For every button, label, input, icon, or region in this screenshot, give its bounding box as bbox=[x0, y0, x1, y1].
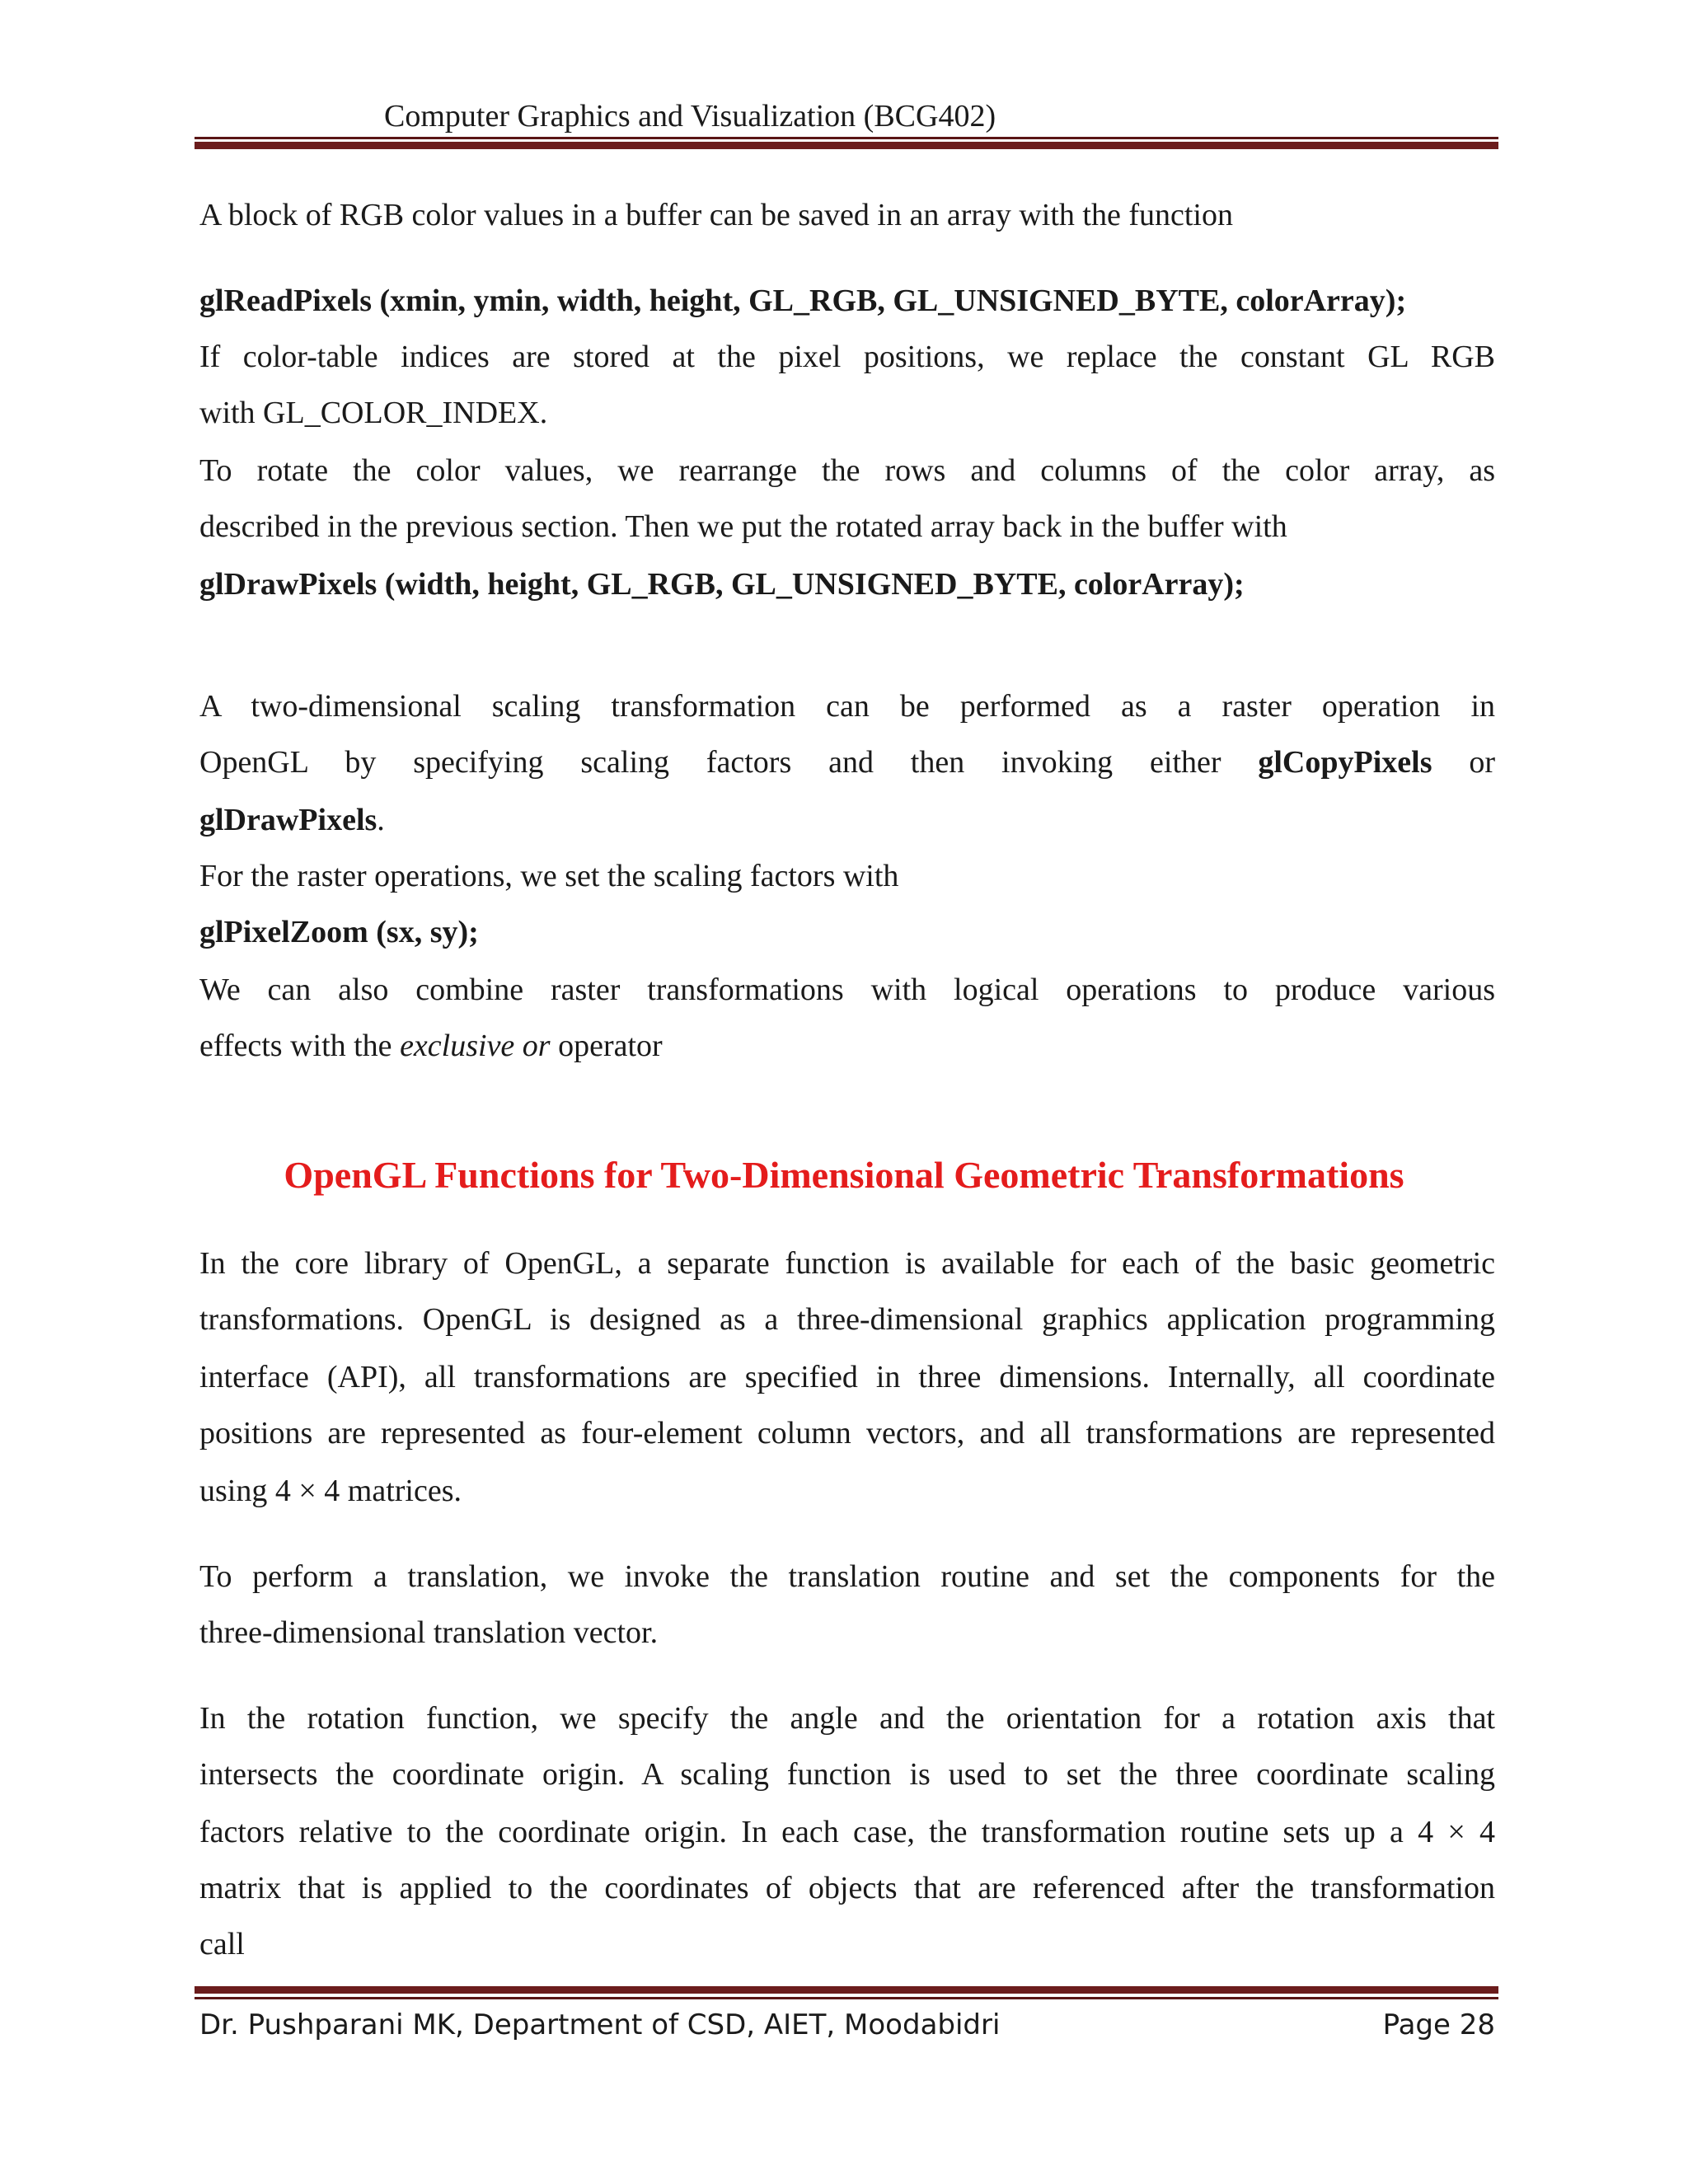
text-span: OpenGL by specifying scaling factors and then invoking either bbox=[199, 745, 1221, 780]
function-name-gldrawpixels: glDrawPixels bbox=[199, 803, 377, 837]
paragraph-line: matrix that is applied to the coordinates of objects that are referenced after the transformation bbox=[199, 1871, 1495, 1905]
text-span: or bbox=[1469, 745, 1495, 780]
function-name-glcopypixels: glCopyPixels bbox=[1258, 745, 1432, 780]
section-heading: OpenGL Functions for Two-Dimensional Geometric Transformations bbox=[284, 1154, 1404, 1196]
footer-rule-thin bbox=[195, 1997, 1498, 1999]
text-span: effects with the bbox=[199, 1029, 401, 1063]
paragraph-line: To rotate the color values, we rearrange the rows and columns of the color array, as bbox=[199, 453, 1495, 488]
paragraph-line: using 4 × 4 matrices. bbox=[199, 1474, 462, 1508]
paragraph-line bbox=[199, 743, 1495, 781]
paragraph-line: For the raster operations, we set the scaling factors with bbox=[199, 859, 899, 893]
code-glpixelzoom: glPixelZoom (sx, sy); bbox=[199, 915, 479, 949]
paragraph-line: We can also combine raster transformations with logical operations to produce various bbox=[199, 972, 1495, 1007]
paragraph-line: intersects the coordinate origin. A scaling function is used to set the three coordinate scaling bbox=[199, 1757, 1495, 1792]
text-span: . bbox=[377, 803, 385, 837]
paragraph-line: If color-table indices are stored at the pixel positions, we replace the constant GL RGB bbox=[199, 340, 1495, 374]
paragraph-line: A two-dimensional scaling transformation can be performed as a raster operation in bbox=[199, 689, 1495, 724]
header-rule-thin bbox=[195, 137, 1498, 139]
paragraph-line: positions are represented as four-element column vectors, and all transformations are represented bbox=[199, 1416, 1495, 1451]
code-glreadpixels: glReadPixels (xmin, ymin, width, height, GL_RGB, GL_UNSIGNED_BYTE, colorArray); bbox=[199, 284, 1407, 318]
paragraph-line: In the rotation function, we specify the angle and the orientation for a rotation axis that bbox=[199, 1701, 1495, 1736]
paragraph-line: transformations. OpenGL is designed as a three-dimensional graphics application programming bbox=[199, 1302, 1495, 1337]
paragraph-line bbox=[199, 801, 1495, 839]
paragraph-line bbox=[199, 1027, 1495, 1065]
header-rule-thick bbox=[195, 142, 1498, 149]
paragraph-line: interface (API), all transformations are specified in three dimensions. Internally, all coordinate bbox=[199, 1360, 1495, 1394]
paragraph-line: In the core library of OpenGL, a separate function is available for each of the basic geometric bbox=[199, 1246, 1495, 1281]
paragraph-line: A block of RGB color values in a buffer can be saved in an array with the function bbox=[199, 198, 1233, 232]
paragraph-line: factors relative to the coordinate origin. In each case, the transformation routine sets up a 4 × 4 bbox=[199, 1815, 1495, 1849]
footer-page-number: Page 28 bbox=[1382, 2008, 1495, 2041]
paragraph-line: described in the previous section. Then we put the rotated array back in the buffer with bbox=[199, 509, 1287, 544]
paragraph-line: call bbox=[199, 1927, 245, 1961]
paragraph-line: three-dimensional translation vector. bbox=[199, 1615, 659, 1650]
text-span: operator bbox=[550, 1029, 663, 1063]
code-gldrawpixels: glDrawPixels (width, height, GL_RGB, GL_UNSIGNED_BYTE, colorArray); bbox=[199, 567, 1245, 602]
paragraph-line: To perform a translation, we invoke the translation routine and set the components for the bbox=[199, 1559, 1495, 1594]
paragraph-line: with GL_COLOR_INDEX. bbox=[199, 396, 548, 430]
footer-author: Dr. Pushparani MK, Department of CSD, AIET, Moodabidri bbox=[199, 2008, 1001, 2041]
footer-rule-thick bbox=[195, 1986, 1498, 1994]
italic-term: exclusive or bbox=[400, 1029, 551, 1063]
page-header-title: Computer Graphics and Visualization (BCG402) bbox=[384, 99, 996, 134]
